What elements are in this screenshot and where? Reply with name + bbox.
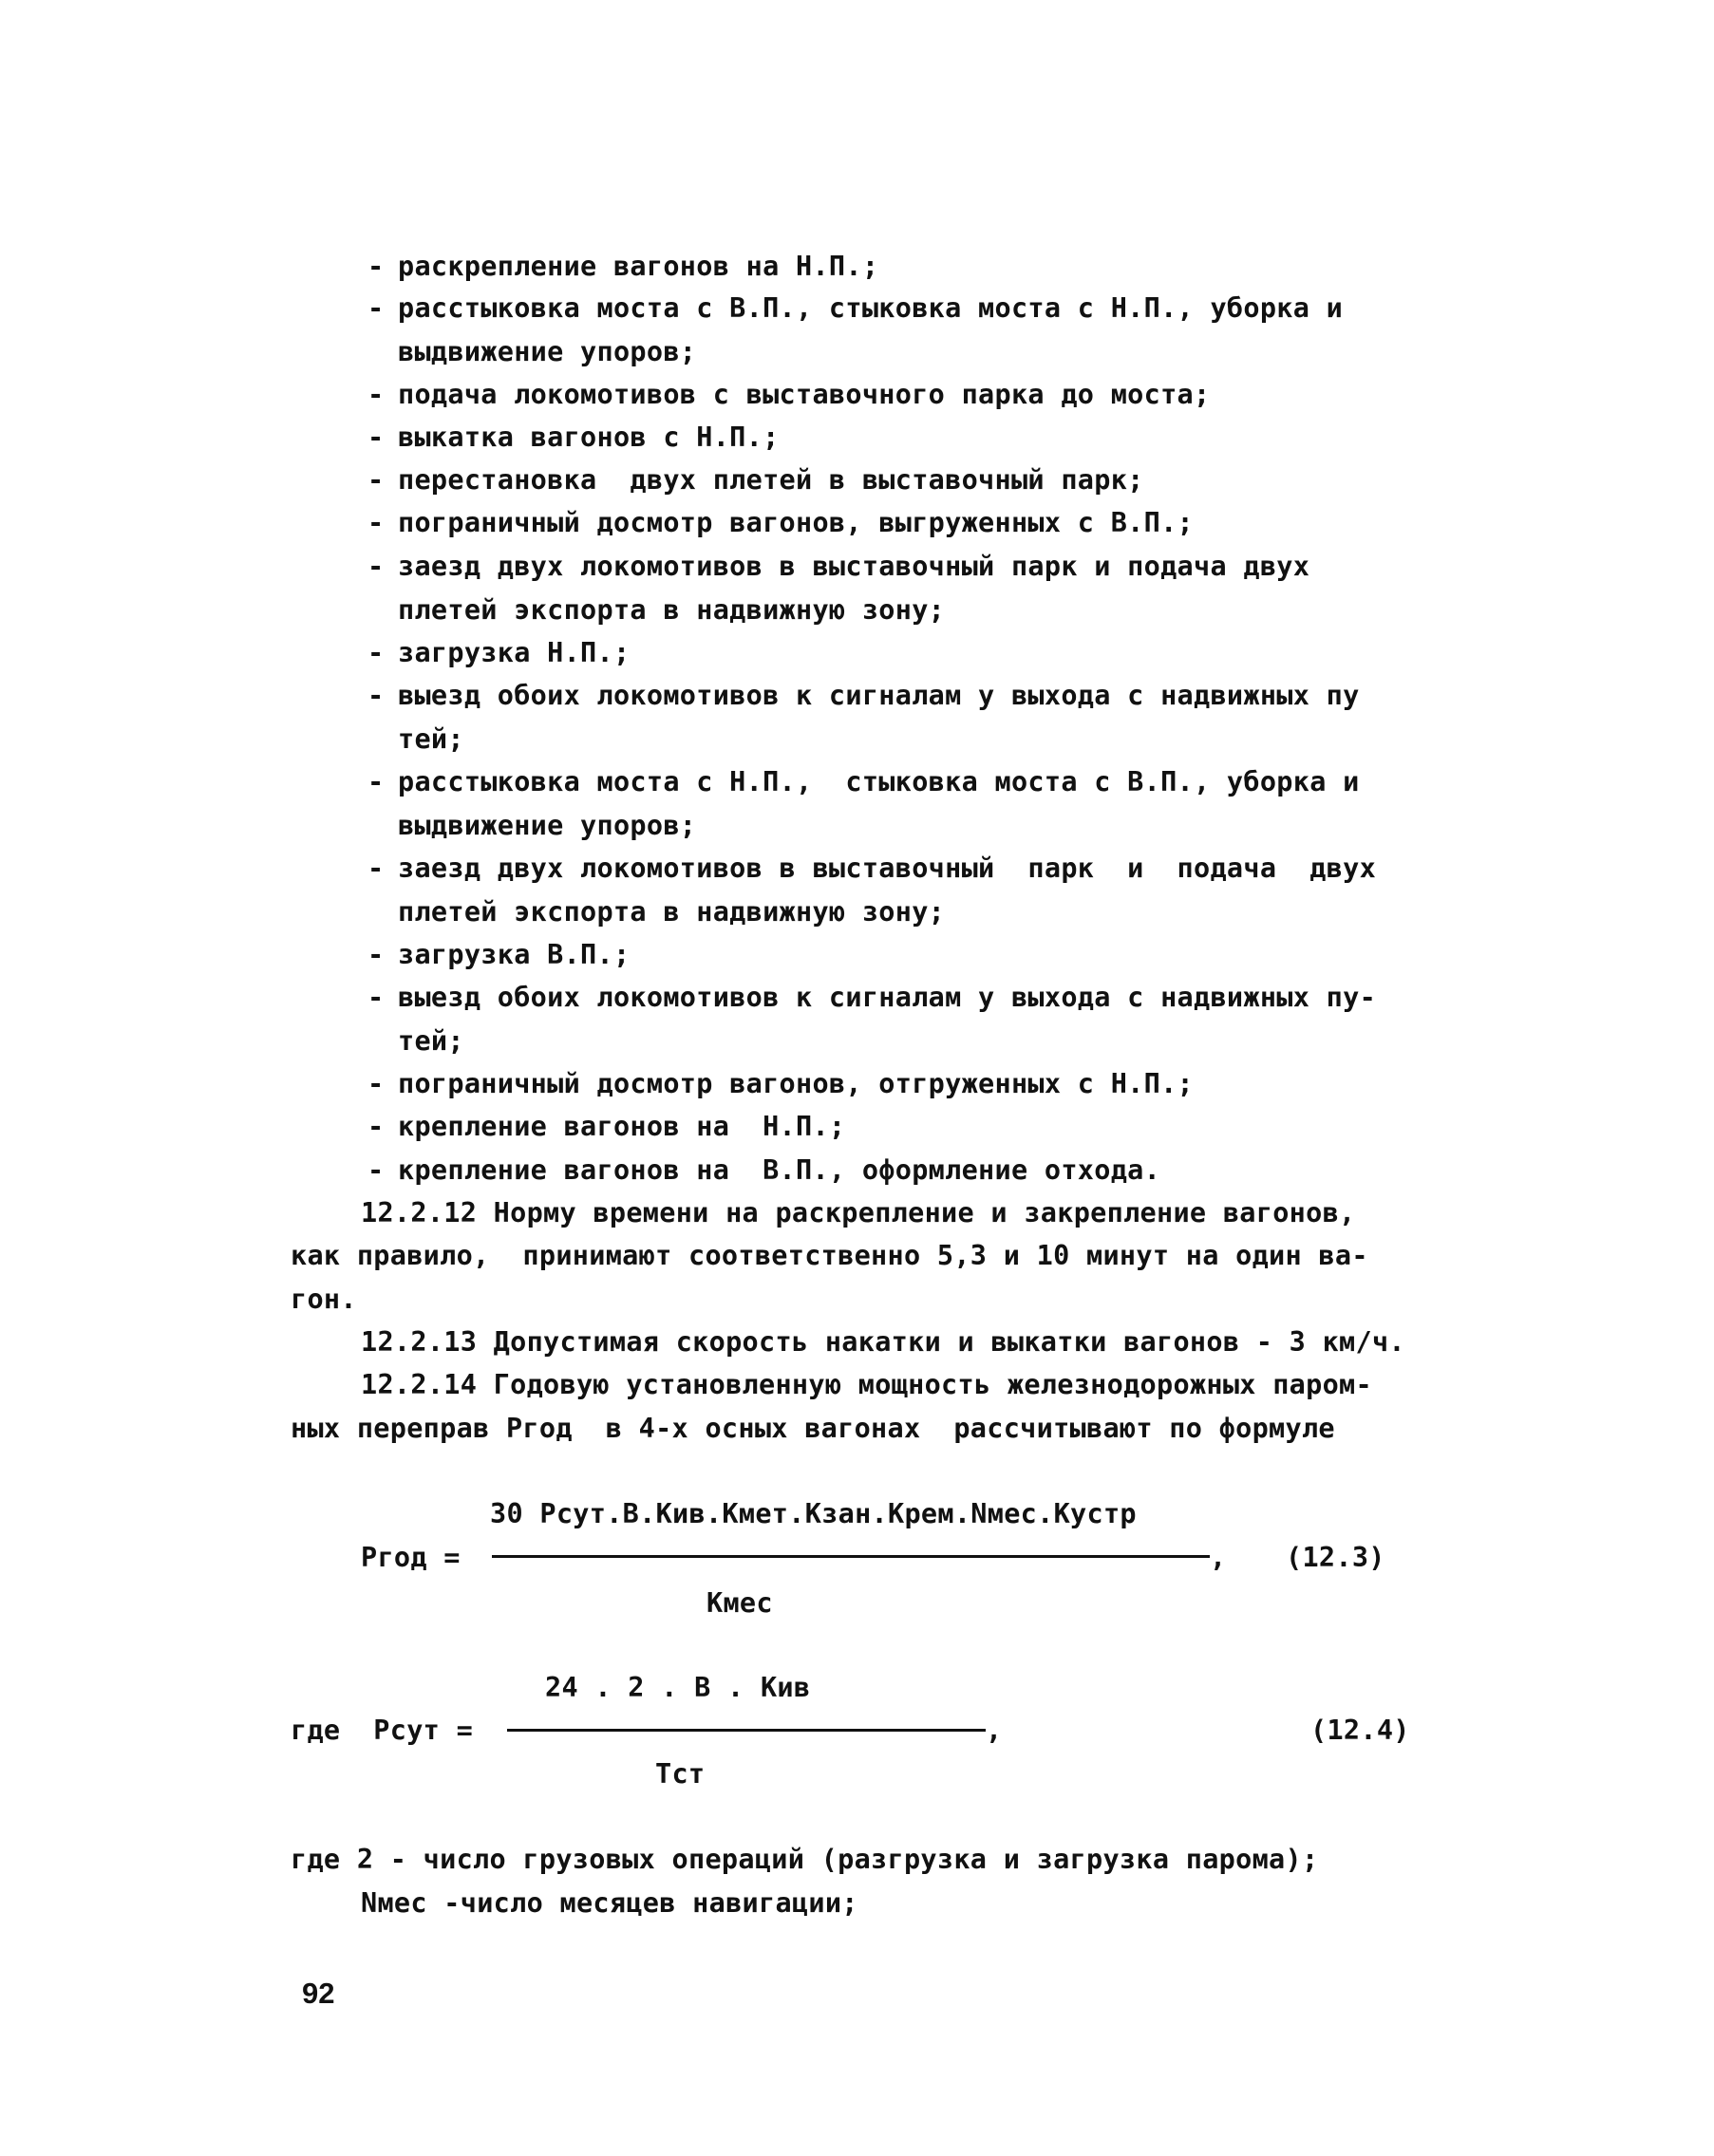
fraction-bar: [492, 1555, 1210, 1558]
page-number: 92: [302, 1977, 335, 2010]
formula-comma: ,: [986, 1715, 1003, 1746]
list-item: загрузка В.П.;: [398, 939, 631, 970]
paragraph-line: гон.: [291, 1284, 357, 1315]
paragraph-line: 12.2.13 Допустимая скорость накатки и выкатки вагонов - 3 км/ч.: [361, 1326, 1405, 1358]
list-bullet: -: [367, 379, 385, 410]
list-item: выезд обоих локомотивов к сигналам у выхода с надвижных пу-: [398, 982, 1377, 1013]
formula-numerator: 30 Рсут.В.Кив.Кмет.Кзан.Крем.Nмес.Кустр: [490, 1498, 1137, 1529]
paragraph-line: как правило, принимают соответственно 5,3 и 10 минут на один ва-: [291, 1240, 1368, 1271]
list-item-continuation: плетей экспорта в надвижную зону;: [398, 896, 946, 928]
list-item: крепление вагонов на В.П., оформление отхода.: [398, 1154, 1161, 1186]
list-item-continuation: тей;: [398, 723, 464, 755]
list-bullet: -: [367, 853, 385, 884]
definition-line: Nмес -число месяцев навигации;: [361, 1887, 858, 1919]
list-bullet: -: [367, 551, 385, 582]
paragraph-line: ных переправ Ргод в 4-х осных вагонах рассчитывают по формуле: [291, 1413, 1335, 1444]
list-bullet: -: [367, 251, 385, 282]
list-item-continuation: тей;: [398, 1025, 464, 1057]
list-bullet: -: [367, 422, 385, 453]
list-bullet: -: [367, 292, 385, 324]
list-bullet: -: [367, 637, 385, 668]
list-item-continuation: выдвижение упоров;: [398, 810, 697, 841]
list-item: пограничный досмотр вагонов, выгруженных с В.П.;: [398, 507, 1195, 538]
list-item: крепление вагонов на Н.П.;: [398, 1111, 846, 1142]
list-item-continuation: плетей экспорта в надвижную зону;: [398, 594, 946, 626]
formula-numerator: 24 . 2 . В . Кив: [545, 1672, 811, 1703]
formula-denominator: Тст: [655, 1758, 706, 1790]
list-item: выезд обоих локомотивов к сигналам у выхода с надвижных пу: [398, 680, 1360, 711]
formula-comma: ,: [1210, 1542, 1227, 1573]
list-bullet: -: [367, 507, 385, 538]
definition-line: где 2 - число грузовых операций (разгрузка и загрузка парома);: [291, 1844, 1319, 1875]
list-bullet: -: [367, 1068, 385, 1099]
list-item: пограничный досмотр вагонов, отгруженных с Н.П.;: [398, 1068, 1195, 1099]
list-item: раскрепление вагонов на Н.П.;: [398, 251, 879, 282]
list-item: расстыковка моста с Н.П., стыковка моста с В.П., уборка и: [398, 766, 1360, 797]
list-bullet: -: [367, 680, 385, 711]
paragraph-line: 12.2.12 Норму времени на раскрепление и закрепление вагонов,: [361, 1197, 1356, 1228]
equation-number: (12.4): [1310, 1715, 1410, 1746]
list-item: загрузка Н.П.;: [398, 637, 631, 668]
list-bullet: -: [367, 982, 385, 1013]
list-item: подача локомотивов с выставочного парка до моста;: [398, 379, 1211, 410]
list-item: заезд двух локомотивов в выставочный парк и подача двух: [398, 551, 1310, 582]
list-item: расстыковка моста с В.П., стыковка моста с Н.П., уборка и: [398, 292, 1344, 324]
list-bullet: -: [367, 464, 385, 496]
list-item: выкатка вагонов с Н.П.;: [398, 422, 780, 453]
list-item: перестановка двух плетей в выставочный парк;: [398, 464, 1144, 496]
list-item-continuation: выдвижение упоров;: [398, 336, 697, 367]
paragraph-line: 12.2.14 Годовую установленную мощность железнодорожных паром-: [361, 1369, 1372, 1400]
formula-denominator: Кмес: [706, 1587, 773, 1619]
formula-lhs: где Рсут =: [291, 1715, 474, 1746]
list-bullet: -: [367, 766, 385, 797]
formula-lhs: Ргод =: [361, 1542, 461, 1573]
equation-number: (12.3): [1286, 1542, 1385, 1573]
list-bullet: -: [367, 1111, 385, 1142]
fraction-bar: [507, 1729, 986, 1732]
list-item: заезд двух локомотивов в выставочный парк и подача двух: [398, 853, 1377, 884]
list-bullet: -: [367, 939, 385, 970]
list-bullet: -: [367, 1154, 385, 1186]
